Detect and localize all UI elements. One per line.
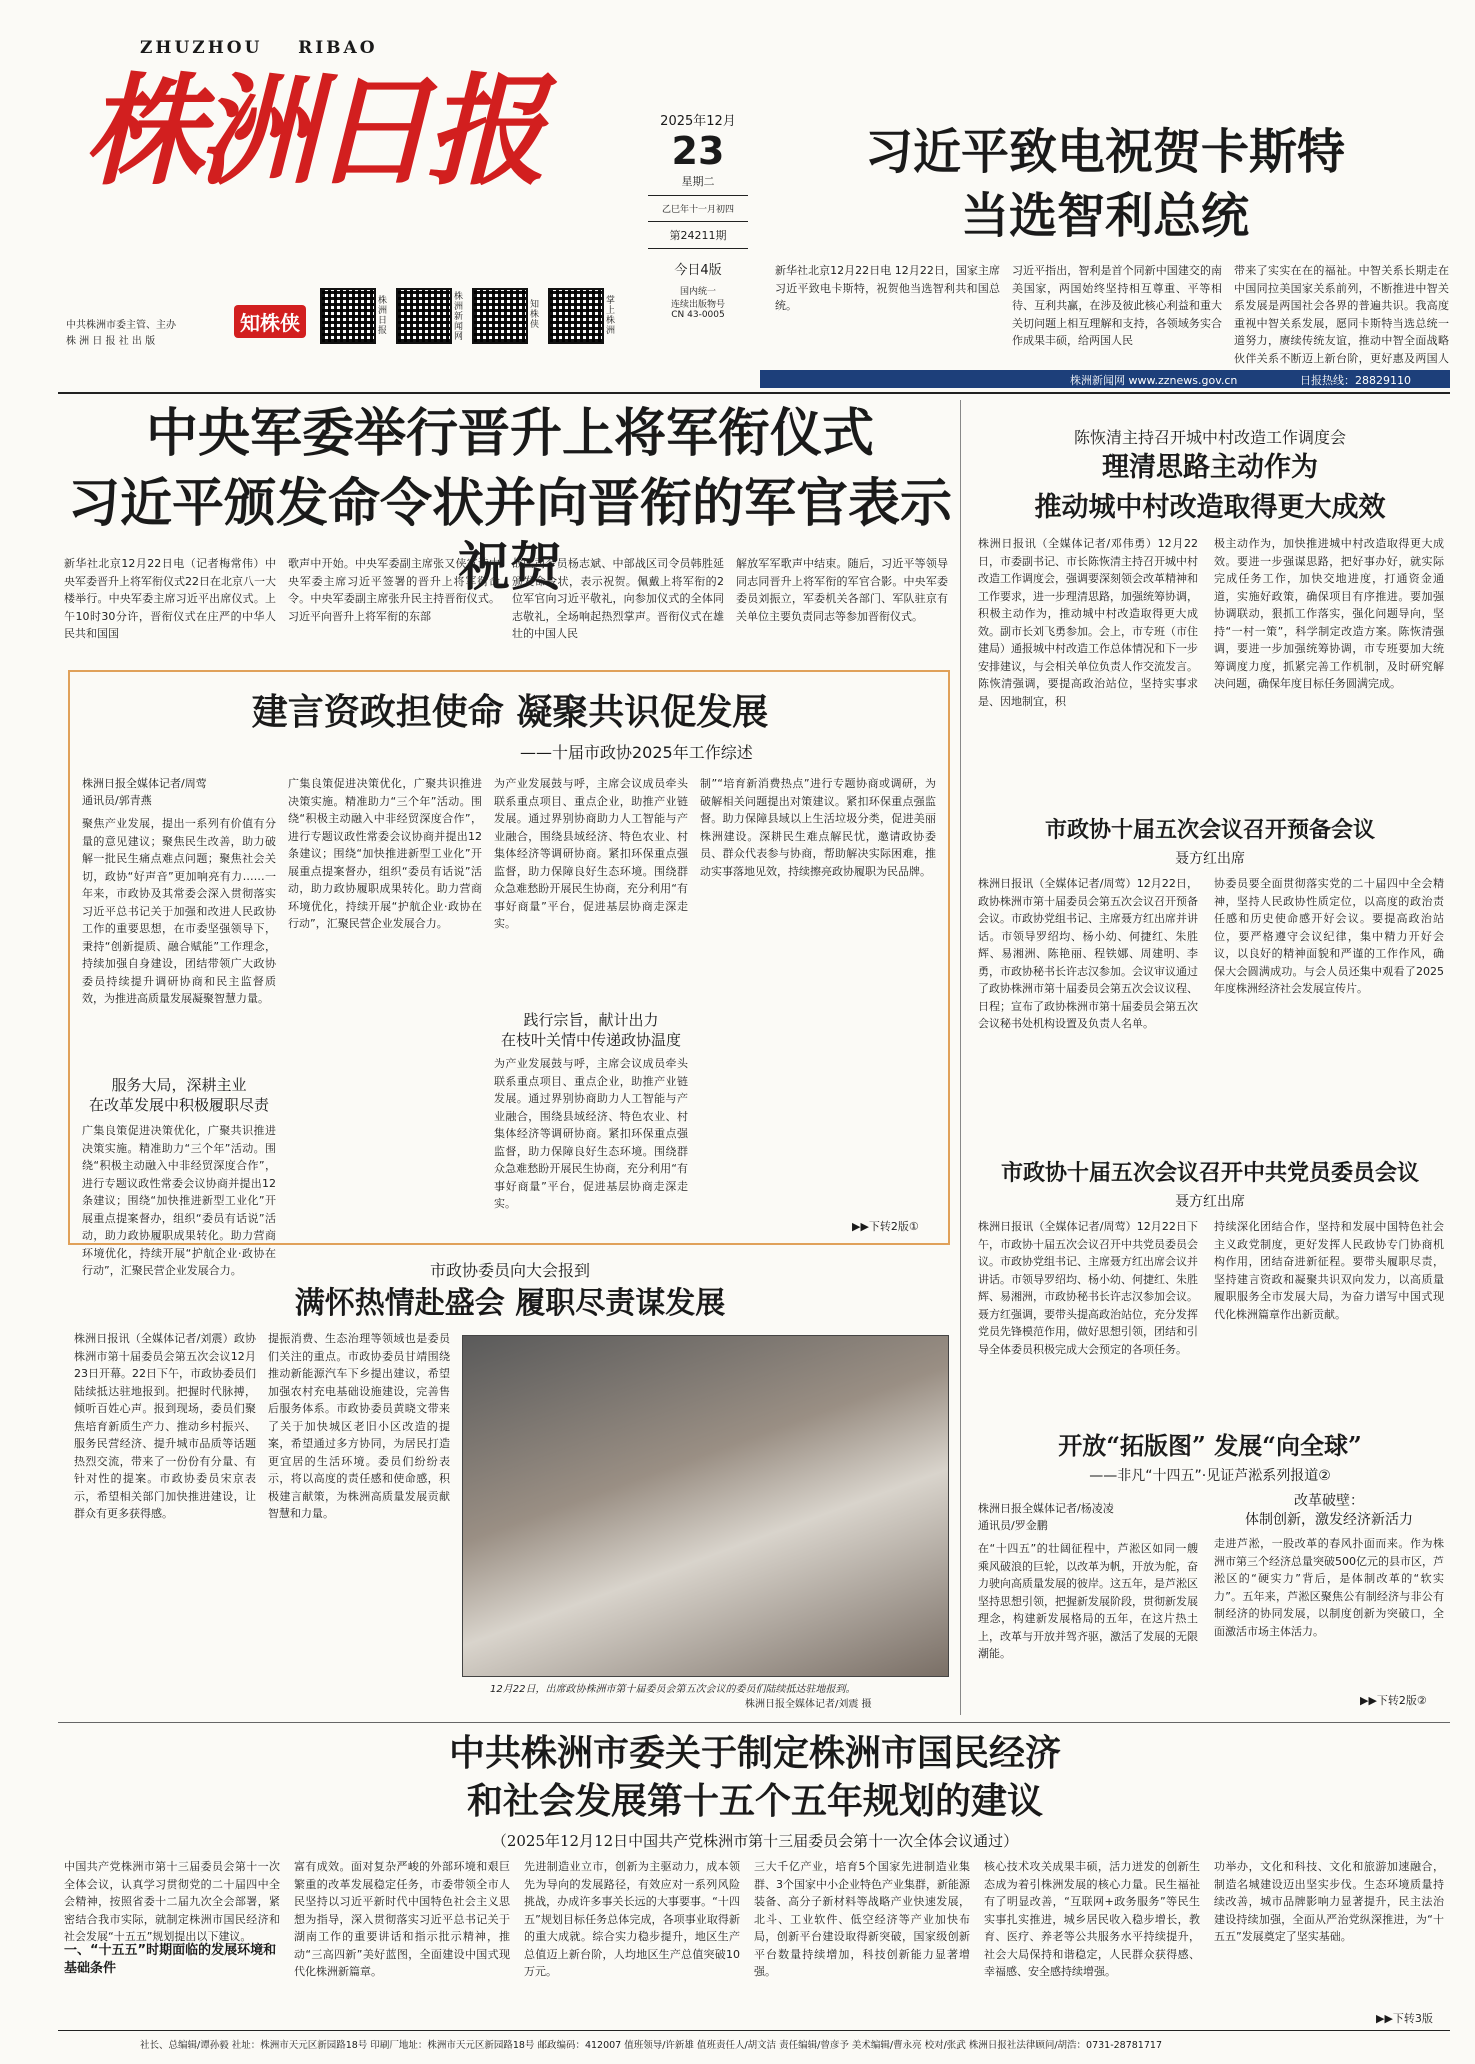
page-count: 今日4版 <box>674 263 722 278</box>
openness-byline-1: 株洲日报全媒体记者/杨凌凌 <box>978 1502 1114 1515</box>
date-year-month: 2025年12月 <box>660 114 736 129</box>
cppcc-review-byline-1: 株洲日报全媒体记者/周莺 <box>82 777 207 790</box>
meeting-3-col-1: 株洲日报讯（全媒体记者/周莺）12月22日下午，市政协十届五次会议召开中共党员委员会议。市政协党组书记、主席聂方红出席会议并讲话。市领导罗绍均、杨小幼、何捷红、朱胜辉、易湘洲，市政协秘书长许志汉参加会议。聂方红强调，要带头提高政治站位，充分发挥党员先锋模范作用，做好思想引领，团结和引导全体委员积极完成大会预定的各项任务。 <box>978 1220 1198 1356</box>
lunar-date: 乙巳年十一月初四 <box>648 195 748 215</box>
meeting-1-title-2: 推动城中村改造取得更大成效 <box>1034 492 1386 523</box>
meeting-2-col-1: 株洲日报讯（全媒体记者/周莺）12月22日，政协株洲市第十届委员会第五次会议召开预备会议。市政协党组书记、主席聂方红出席并讲话。市领导罗绍均、杨小幼、何捷红、朱胜辉、易湘洲、陈艳丽、程铁娜、周建明、李勇，市政协秘书长许志汉参加。会议审议通过了政协株洲市第十届委员会第五次会议议程、日程；宣布了政协株洲市第十届委员会第五次会议秘书处机构设置及负责人名单。 <box>978 877 1198 1030</box>
cppcc-review-title: 建言资政担使命 凝聚共识促发展 <box>251 691 769 733</box>
meeting-3-title: 市政协十届五次会议召开中共党员委员会议 <box>1000 1160 1419 1186</box>
column-divider <box>960 400 961 1715</box>
plan-col-6: 功举办，文化和科技、文化和旅游加速融合，制造名城建设迈出坚实步伐。生态环境质量持续改善，城市品牌影响力显著提升，民主法治建设持续加强，全面从严治党纵深推进，为“十五五”发展奠定了坚实基础。 <box>1214 1860 1444 1943</box>
plan-col-4: 三大千亿产业，培育5个国家先进制造业集群、3个国家中小企业特色产业集群，新能源装备、高分子新材料等战略产业快速发展，北斗、工业软件、低空经济等产业加快布局，创新平台建设取得新突破，国家级创新平台数量持续增加，科技创新能力显著增强。 <box>754 1860 970 1978</box>
masthead-pinyin: ZHUZHOU RIBAO <box>140 38 378 58</box>
cppcc-review-col-1: 聚焦产业发展，提出一系列有价值有分量的意见建议；聚焦民生改善，助力破解一批民生痛点难点问题；聚焦社会关切，政协“好声音”更加响亮有力……一年来，市政协及其常委会深入贯彻落实习近平总书记关于加强和改进人民政协工作的重要思想，在市委坚强领导下，秉持“创新提质、融合赋能”工作理念，持续加强自身建设，团结带领广大政协委员持续提升调研协商和民主监督质效，为推进高质量发展凝聚智慧力量。 <box>82 817 276 1005</box>
openness-side-head-2: 体制创新，激发经济新活力 <box>1245 1512 1413 1528</box>
openness-subtitle: ——非凡“十四五”·见证芦淞系列报道② <box>1089 1468 1331 1484</box>
delegates-kicker: 市政协委员向大会报到 <box>429 1261 590 1280</box>
qr-label-4: 掌上株洲 <box>606 296 616 336</box>
delegates-caption: 12月22日，出席政协株洲市第十届委员会第五次会议的委员们陆续抵达驻地报到。 <box>490 1684 856 1695</box>
openness-byline-2: 通讯员/罗金鹏 <box>978 1519 1048 1532</box>
qr-code-4[interactable] <box>548 288 604 344</box>
cppcc-sub-2-line-1: 践行宗旨，献计出力 <box>523 1011 659 1029</box>
plan-section-heading: 一、“十五五”时期面临的发展环境和基础条件 <box>64 1943 277 1976</box>
qr-label-1: 株洲日报 <box>378 296 388 336</box>
top-story-title-2: 当选智利总统 <box>960 188 1249 244</box>
lead-col-2: 歌声中开始。中央军委副主席张又侠宣读中央军委主席习近平签署的晋升上将军衔命令。中央军委副主席张升民主持晋衔仪式。习近平向晋升上将军衔的东部 <box>288 557 500 623</box>
meeting-1-title-1: 理清思路主动作为 <box>1102 452 1318 483</box>
publisher-line-2: 株 洲 日 报 社 出 版 <box>66 336 156 347</box>
top-story-col-3: 带来了实实在在的福祉。中智关系长期走在中国同拉美国家关系前列，不断推进中智关系发展是两国社会各界的普遍共识。我高度重视中智关系发展，愿同卡斯特当选总统一道努力，赓续传统友谊，推动中智全面战略伙伴关系不断迈上新台阶，更好惠及两国人 <box>1234 264 1449 365</box>
cppcc-sub-1 <box>82 1075 276 1115</box>
cppcc-sub-2 <box>494 1010 688 1050</box>
plan-title-1: 中共株洲市委关于制定株洲市国民经济 <box>448 1732 1061 1774</box>
issue-number: 第24211期 <box>648 221 748 249</box>
cppcc-review-col-1b: 广集良策促进决策优化，广聚共识推进决策实施。精准助力“三个年”活动。围绕“积极主动融入中非经贸深度合作”，进行专题议政性常委会议协商并提出12条建议；围绕“加快推进新型工业化”开展重点提案督办，组织“委员有话说”活动，助力政协履职成果转化。助力营商环境优化，持续开展“护航企业·政协在行动”，汇聚民营企业发展合力。 <box>82 1124 276 1277</box>
lead-title-2: 习近平颁发命令状并向晋衔的军官表示祝贺 <box>67 473 952 598</box>
openness-title: 开放“拓版图” 发展“向全球” <box>1058 1431 1362 1460</box>
meeting-3-byline: 聂方红出席 <box>1175 1194 1245 1210</box>
weekday: 星期二 <box>681 175 715 188</box>
lead-title-1: 中央军委举行晋升上将军衔仪式 <box>145 403 874 464</box>
plan-top-rule <box>58 1722 1450 1723</box>
masthead-name: 株洲日报 <box>84 61 540 202</box>
plan-col-3: 先进制造业立市，创新为主驱动力，成本领先为导向的发展路径，有效应对一系列风险挑战，办成许多事关长远的大事要事。“十四五”规划目标任务总体完成，各项事业取得新的重大成就。综合实力稳步提升，地区生产总值迈上新台阶，人均地区生产总值突破10万元。 <box>524 1860 740 1978</box>
cppcc-review-col-3b: 为产业发展鼓与呼，主席会议成员牵头联系重点项目、重点企业，助推产业链发展。通过界别协商助力人工智能与产业融合，围绕县域经济、特色农业、村集体经济等调研协商。紧扣环保重点强监督，助力保障良好生态环境。围绕群众急难愁盼开展民生协商，充分利用“有事好商量”平台，促进基层协商走深走实。 <box>494 1057 688 1210</box>
delegates-title: 满怀热情赴盛会 履职尽责谋发展 <box>294 1286 726 1321</box>
hotline: 日报热线：28829110 <box>1300 374 1411 387</box>
date-day: 23 <box>671 129 725 173</box>
plan-col-2: 富有成效。面对复杂严峻的外部环境和艰巨繁重的改革发展稳定任务，市委带领全市人民坚持以习近平新时代中国特色社会主义思想为指导，深入贯彻落实习近平总书记关于湖南工作的重要讲话和指示批示精神，推动“三高四新”美好蓝图，全面建设中国式现代化株洲新篇章。 <box>294 1860 510 1978</box>
delegates-col-2: 提振消费、生态治理等领域也是委员们关注的重点。市政协委员甘靖围绕推动新能源汽车下乡提出建议，希望加强农村充电基础设施建设，完善售后服务体系。市政协委员黄晓文带来了关于加快城区老旧小区改造的提案，希望通过多方协同，为居民打造更宜居的生活环境。委员们纷纷表示，将以高度的责任感和使命感，积极建言献策，为株洲高质量发展贡献智慧和力量。 <box>268 1332 450 1520</box>
cn-number-2: 连续出版物号 <box>670 300 725 310</box>
cppcc-review-subtitle: ——十届市政协2025年工作综述 <box>520 743 753 762</box>
footer-info: 社长、总编辑/谭孙毅 社址：株洲市天元区新园路18号 印刷厂地址：株洲市天元区新园路18号 邮政编码：412007 值班领导/许新雄 值班责任人/胡文洁 责任编辑/曾彦予 美术编辑/曹永亮 校对/张武 株洲日报社法律顾问/胡浩：0731-28781717 <box>140 2040 1162 2051</box>
meeting-1-kicker: 陈恢清主持召开城中村改造工作调度会 <box>1073 428 1346 447</box>
date-block <box>648 110 748 360</box>
delegates-photo-credit: 株洲日报全媒体记者/刘震 摄 <box>745 1699 872 1710</box>
cn-number-3: CN 43-0005 <box>671 310 725 320</box>
top-story-title-1: 习近平致电祝贺卡斯特 <box>864 124 1345 180</box>
delegates-photo <box>462 1335 949 1677</box>
meeting-2-title: 市政协十届五次会议召开预备会议 <box>1044 817 1375 843</box>
plan-jump[interactable]: ▶▶下转3版 <box>1376 2012 1433 2025</box>
cppcc-review-jump[interactable]: ▶▶下转2版① <box>852 1220 919 1233</box>
cppcc-review-col-4: 制”“培育新消费热点”进行专题协商或调研，为破解相关问题提出对策建议。紧扣环保重点强监督。助力保障县域以上生活垃圾分类，促进美丽株洲建设。深耕民生难点解民忧，邀请政协委员、群众代表参与协商，帮助解决实际困难，推动实事落地见效，持续擦亮政协履职为民品牌。 <box>700 777 936 878</box>
openness-jump[interactable]: ▶▶下转2版② <box>1360 1694 1427 1707</box>
qr-label-2: 株洲新闻网 <box>454 292 464 342</box>
plan-col-5: 核心技术攻关成果丰硕，活力迸发的创新生态成为着引株洲发展的核心力量。民生福祉有了明显改善，“互联网+政务服务”等民生实事扎实推进，城乡居民收入稳步增长，教育、医疗、养老等公共服务水平持续提升，社会大局保持和谐稳定，人民群众获得感、幸福感、安全感持续增强。 <box>984 1860 1200 1978</box>
cppcc-sub-1-line-2: 在改革发展中积极履职尽责 <box>88 1096 269 1114</box>
qr-code-3[interactable] <box>472 288 528 344</box>
openness-side-head <box>1214 1492 1444 1530</box>
footer-rule <box>58 2030 1450 2031</box>
meeting-2-col-2: 协委员要全面贯彻落实党的二十届四中全会精神，坚持人民政协性质定位，以高度的政治责任感和历史使命感开好会议。要提高政治站位，要严格遵守会议纪律，集中精力开好会议，以良好的精神面貌和严谨的工作作风，确保大会圆满成功。与会人员还集中观看了2025年度株洲经济社会发展宣传片。 <box>1214 877 1444 995</box>
publisher-line-1: 中共株洲市委主管、主办 <box>66 320 176 331</box>
lead-col-1: 新华社北京12月22日电（记者梅常伟）中央军委晋升上将军衔仪式22日在北京八一大楼举行。中央军委主席习近平出席仪式。上午10时30分许，晋衔仪式在庄严的中华人民共和国国 <box>64 557 276 640</box>
qr-codes <box>320 288 625 352</box>
top-story-col-1: 新华社北京12月22日电 12月22日，国家主席习近平致电卡斯特，祝贺他当选智利共和国总统。 <box>775 264 1000 312</box>
plan-col-1: 中国共产党株洲市第十三届委员会第十一次全体会议，认真学习贯彻党的二十届四中全会精神，按照省委十二届九次全会部署，紧密结合我市实际，就制定株洲市国民经济和社会发展“十五五”规划提出以下建议。 <box>64 1860 280 1943</box>
lead-col-4: 解放军军歌声中结束。随后，习近平等领导同志同晋升上将军衔的军官合影。中央军委委员刘振立，军委机关各部门、军队驻京有关单位主要负责同志等参加晋衔仪式。 <box>736 557 948 623</box>
meeting-3-col-2: 持续深化团结合作，坚持和发展中国特色社会主义政党制度，更好发挥人民政协专门协商机构作用，团结奋进新征程。要带头履职尽责，坚持建言资政和凝聚共识双向发力，以高质量履职服务全市发展大局，为奋力谱写中国式现代化株洲篇章作出新贡献。 <box>1214 1220 1444 1321</box>
plan-subtitle: （2025年12月12日中国共产党株洲市第十三届委员会第十一次全体会议通过） <box>491 1832 1019 1850</box>
cppcc-sub-1-line-1: 服务大局，深耕主业 <box>111 1076 247 1094</box>
cppcc-review-byline-2: 通讯员/郭青燕 <box>82 794 152 807</box>
meeting-2-byline: 聂方红出席 <box>1175 851 1245 867</box>
top-story-col-2: 习近平指出，智利是首个同新中国建交的南美国家，两国始终坚持相互尊重、平等相待、互利共赢，在涉及彼此核心利益和重大关切问题上相互理解和支持，各领域务实合作成果丰硕，给两国人民 <box>1012 264 1222 347</box>
delegates-col-1: 株洲日报讯（全媒体记者/刘震）政协株洲市第十届委员会第五次会议12月23日开幕。22日下午，市政协委员们陆续抵达驻地报到。把握时代脉搏，倾听百姓心声。报到现场，委员们聚焦培育新质生产力、推动乡村振兴、服务民营经济、提升城市品质等话题热烈交流，带来了一份份有分量、有针对性的提案。市政协委员宋京表示，希望相关部门加快推进建设，让群众有更多获得感。 <box>74 1332 256 1520</box>
openness-side-head-1: 改革破壁： <box>1294 1493 1364 1509</box>
openness-col-1: 在“十四五”的壮阔征程中，芦淞区如同一艘乘风破浪的巨轮，以改革为帆，开放为舵，奋力驶向高质量发展的彼岸。这五年，是芦淞区坚持思想引领，把握新发展阶段，贯彻新发展理念，构建新发展格局的五年，在这片热土上，改革与开放并驾齐驱，激活了发展的无限潮能。 <box>978 1542 1198 1660</box>
cppcc-sub-2-line-2: 在枝叶关情中传递政协温度 <box>500 1031 681 1049</box>
meeting-1-col-2: 极主动作为，加快推进城中村改造取得更大成效。要进一步强谋思路，把好事办好，就实际完成任务工作，加快交地进度，打通资金通道，实施好政策，确保项目有序推进。要加强协调联动，狠抓工作落实，强化问题导向，坚持“一村一策”，科学制定改造方案。陈恢清强调，要进一步加强统筹协调，市专班要加大统筹调度力度，抓紧完善工作机制，及时研究解决问题，确保年度目标任务圆满完成。 <box>1214 537 1444 690</box>
cppcc-review-col-3a: 为产业发展鼓与呼，主席会议成员牵头联系重点项目、重点企业，助推产业链发展。通过界别协商助力人工智能与产业融合，围绕县域经济、特色农业、村集体经济等调研协商。紧扣环保重点强监督，助力保障良好生态环境。围绕群众急难愁盼开展民生协商，充分利用“有事好商量”平台，促进基层协商走深走实。 <box>494 777 688 930</box>
qr-code-1[interactable] <box>320 288 376 344</box>
plan-title-2: 和社会发展第十五个五年规划的建议 <box>466 1780 1043 1822</box>
qr-label-3: 知株侠 <box>530 300 540 330</box>
meeting-1-col-1: 株洲日报讯（全媒体记者/邓伟勇）12月22日，市委副书记、市长陈恢清主持召开城中村改造工作调度会，强调要深刻领会改革精神和工作要求，进一步理清思路，加强统筹协调，积极主动作为，推动城中村改造取得更大成效。副市长刘飞勇参加。会上，市专班（市住建局）通报城中村改造工作总体情况和下一步安排建议，与会相关单位负责人作交流发言。陈恢清强调，要提高政治站位，坚持实事求是、因地制宜，积 <box>978 537 1198 708</box>
site-url[interactable]: 株洲新闻网 www.zznews.gov.cn <box>1070 374 1238 387</box>
openness-col-2: 走进芦淞，一股改革的春风扑面而来。作为株洲市第三个经济总量突破500亿元的县市区，芦淞区的“硬实力”背后，是体制改革的“软实力”。五年来，芦淞区聚焦公有制经济与非公有制经济的协同发展，以制度创新为突破口，全面激活市场主体活力。 <box>1214 1537 1444 1638</box>
lead-col-3: 战区司令员杨志斌、中部战区司令员韩胜延颁发命令状，表示祝贺。佩戴上将军衔的2位军官向习近平敬礼，向参加仪式的全体同志敬礼，全场响起热烈掌声。晋衔仪式在雄壮的中国人民 <box>512 557 724 640</box>
cn-number-1: 国内统一 <box>679 287 716 297</box>
qr-code-2[interactable] <box>396 288 452 344</box>
partner-logo: 知株侠 <box>234 305 306 338</box>
masthead-rule <box>58 392 1450 394</box>
cppcc-review-col-2: 广集良策促进决策优化，广聚共识推进决策实施。精准助力“三个年”活动。围绕“积极主动融入中非经贸深度合作”，进行专题议政性常委会议协商并提出12条建议；围绕“加快推进新型工业化”开展重点提案督办，组织“委员有话说”活动，助力政协履职成果转化。助力营商环境优化，持续开展“护航企业·政协在行动”，汇聚民营企业发展合力。 <box>288 777 482 930</box>
